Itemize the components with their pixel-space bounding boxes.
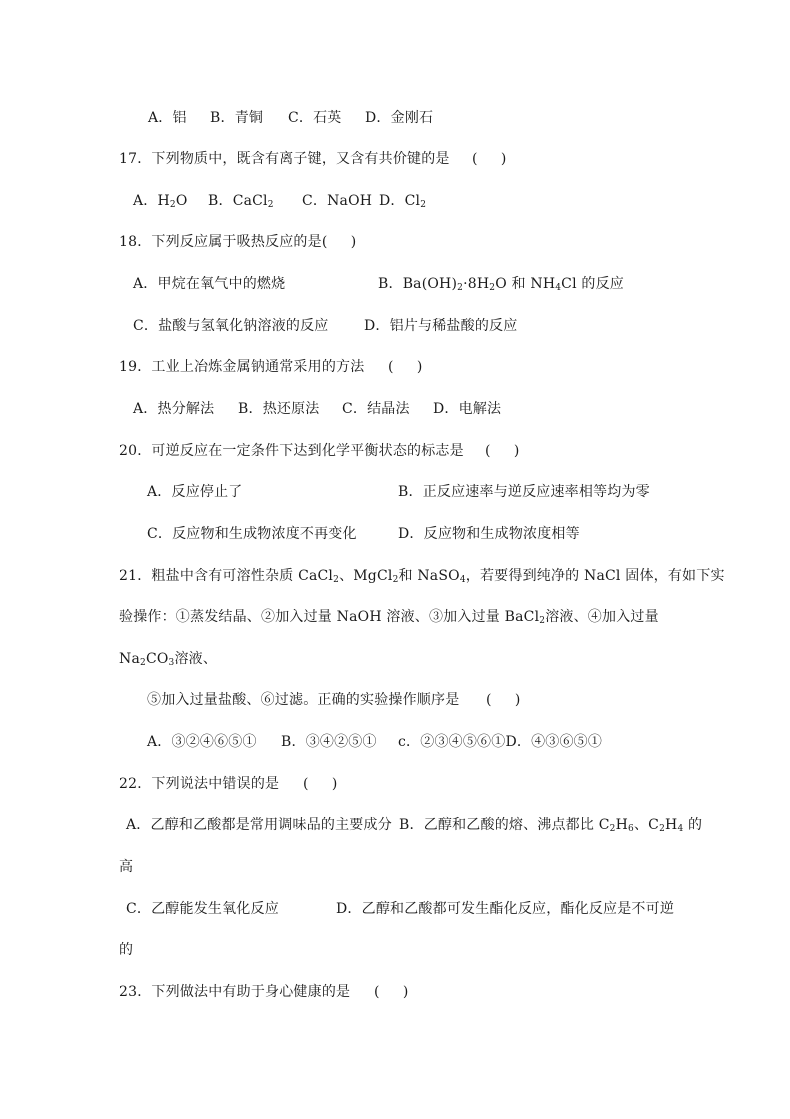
q19-option-d: D．电解法 [433, 401, 502, 417]
q19-option-a: A．热分解法 [133, 401, 215, 417]
q19-option-c: C．结晶法 [342, 401, 410, 417]
q20-option-c: C．反应物和生成物浓度不再变化 [147, 526, 357, 542]
q20-option-a: A．反应停止了 [147, 484, 243, 500]
q21-stem-part4: ⑤加入过量盐酸、⑥过滤。正确的实验操作顺序是 [147, 692, 460, 708]
q21-stem-part2: 验操作：①蒸发结晶、②加入过量 NaOH 溶液、③加入过量 BaCl$_2$溶液、④加入过量 [119, 609, 659, 626]
q22-answer-paren: ( ) [303, 776, 338, 792]
q22-option-d-continuation: 的 [119, 942, 134, 958]
q21-option-b: B．③④②⑤① [281, 734, 377, 750]
q17-option-a: A．$H_2O$ [133, 193, 188, 210]
q16-option-b: B．青铜 [210, 110, 264, 126]
q22-stem: 22．下列说法中错误的是 [119, 776, 280, 792]
q21-stem-part3: $Na_2CO_3$溶液、 [119, 651, 218, 668]
q22-option-c: C．乙醇能发生氧化反应 [126, 901, 279, 917]
q17-option-c: C．NaOH [302, 193, 373, 209]
q18-option-d: D．铝片与稀盐酸的反应 [364, 318, 518, 334]
q16-option-a: A．铝 [148, 110, 187, 126]
q22-option-b-continuation: 高 [119, 859, 134, 875]
q20-stem: 20．可逆反应在一定条件下达到化学平衡状态的标志是 [119, 443, 464, 459]
q20-option-b: B．正反应速率与逆反应速率相等均为零 [398, 484, 650, 500]
q17-option-b: B．CaCl$_2$ [208, 193, 274, 210]
q19-option-b: B．热还原法 [238, 401, 320, 417]
q21-option-cd: c．②③④⑤⑥①D．④③⑥⑤① [398, 734, 603, 750]
q20-option-d: D．反应物和生成物浓度相等 [398, 526, 580, 542]
q19-answer-paren: ( ) [388, 359, 423, 375]
q17-option-d: D．$Cl_2$ [379, 193, 427, 210]
q22-option-d: D．乙醇和乙酸都可发生酯化反应，酯化反应是不可逆 [336, 901, 675, 917]
q22-option-b: B．乙醇和乙酸的熔、沸点都比 $C_2H_6$、$C_2H_4$ 的 [399, 817, 703, 834]
q21-option-a: A．③②④⑥⑤① [147, 734, 257, 750]
q20-answer-paren: ( ) [485, 443, 520, 459]
q18-option-a: A．甲烷在氧气中的燃烧 [133, 276, 286, 292]
q23-stem: 23．下列做法中有助于身心健康的是 [119, 984, 351, 1000]
q19-stem: 19．工业上冶炼金属钠通常采用的方法 [119, 359, 365, 375]
q23-answer-paren: ( ) [374, 984, 409, 1000]
q21-answer-paren: ( ) [486, 692, 521, 708]
q17-answer-paren: ( ) [472, 151, 507, 167]
q16-option-d: D．金刚石 [365, 110, 434, 126]
q17-stem: 17．下列物质中，既含有离子键，又含有共价键的是 [119, 151, 450, 167]
q16-option-c: C．石英 [288, 110, 342, 126]
q22-option-a: A．乙醇和乙酸都是常用调味品的主要成分 [126, 817, 392, 833]
q21-stem-part1: 21．粗盐中含有可溶性杂质 CaCl$_2$、MgCl$_2$和 NaSO$_4$，若要得到纯净的 NaCl 固体，有如下实 [119, 568, 725, 585]
q18-option-b: B．$Ba(OH)_2\cdot 8H_2O$ 和 $NH_4Cl$ 的反应 [378, 276, 625, 293]
q18-option-c: C．盐酸与氢氧化钠溶液的反应 [133, 318, 329, 334]
q18-stem: 18．下列反应属于吸热反应的是( ) [119, 234, 357, 250]
